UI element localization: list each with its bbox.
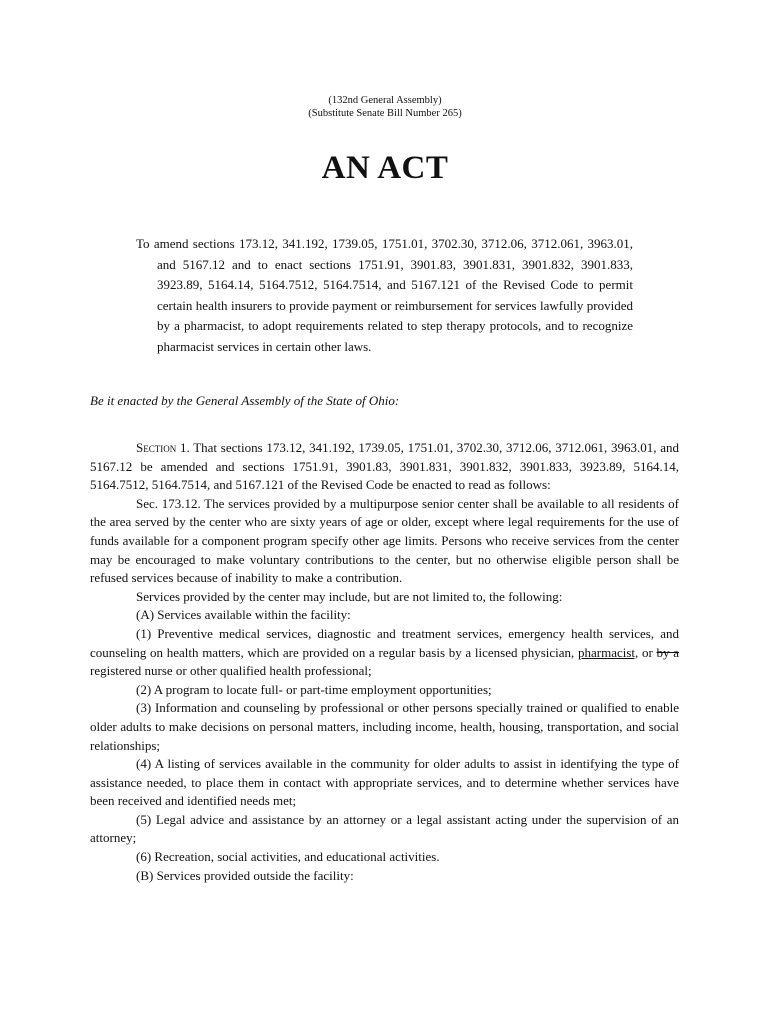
act-title: AN ACT	[321, 150, 449, 186]
services-intro: Services provided by the center may include, but are not limited to, the following:	[136, 588, 563, 604]
list-item-3: (3) Information and counseling by professional or other persons specially trained or qualified to enable older adults to make decisions on personal matters, including income, health, housing, transportation, and social relationships;	[90, 700, 679, 753]
list-item-a: (A) Services available within the facility:	[136, 607, 351, 623]
list-item-5: (5) Legal advice and assistance by an attorney or a legal assistant acting under the supervision of an attorney;	[90, 811, 679, 846]
sec-173-12-paragraph: Sec. 173.12. The services provided by a multipurpose senior center shall be available to all residents of the area served by the center who are sixty years of age or older, except where legal requirements for the use of funds available for a component program specify other age limits. Persons who receive services from the center may be encouraged to make voluntary contributions to the center, but no otherwise eligible person shall be refused services because of inability to make a contribution.	[90, 495, 679, 586]
item-1-middle: or	[638, 644, 657, 660]
bill-body	[90, 439, 679, 885]
list-item-1	[90, 625, 679, 681]
list-item-b: (B) Services provided outside the facility:	[136, 867, 354, 883]
bill-number-line: (Substitute Senate Bill Number 265)	[308, 108, 462, 119]
section-1-paragraph	[90, 439, 679, 495]
list-item-2: (2) A program to locate full- or part-time employment opportunities;	[136, 681, 492, 697]
general-assembly-line: (132nd General Assembly)	[328, 95, 442, 106]
item-1-text: (1) Preventive medical services, diagnostic and treatment services, emergency health services, and counseling on health matters, which are provided on a regular basis by a licensed physician,	[90, 625, 679, 660]
section-1-text: 1. That sections 173.12, 341.192, 1739.05, 1751.01, 3702.30, 3712.06, 3712.061, 3963.01, and 5167.12 be amended and sections 1751.91, 3901.83, 3901.831, 3901.832, 3901.833, 3923.89, 5164.14, 5164.7512, 5164.7514, and 5167.121 of the Revised Code be enacted to read as follows:	[90, 440, 679, 493]
list-item-6: (6) Recreation, social activities, and educational activities.	[136, 849, 440, 865]
deleted-text: by a	[656, 644, 679, 660]
item-1-end: registered nurse or other qualified health professional;	[90, 663, 372, 679]
list-item-4: (4) A listing of services available in the community for older adults to assist in identifying the type of assistance needed, to place them in contact with appropriate services, and to determine whether services have been received and identified needs met;	[90, 756, 679, 809]
enacting-clause: Be it enacted by the General Assembly of the State of Ohio:	[90, 393, 400, 408]
inserted-text: pharmacist,	[577, 644, 639, 660]
act-abstract: To amend sections 173.12, 341.192, 1739.05, 1751.01, 3702.30, 3712.06, 3712.061, 3963.01, and 5167.12 and to enact sections 1751.91, 3901.83, 3901.831, 3901.832, 3901.833, 3923.89, 5164.14, 5164.7512, 5164.7514, and 5167.121 of the Revised Code to permit certain health insurers to provide payment or reimbursement for services lawfully provided by a pharmacist, to adopt requirements related to step therapy protocols, and to recognize pharmacist services in certain other laws.	[136, 236, 633, 354]
section-label: Section	[136, 440, 177, 455]
